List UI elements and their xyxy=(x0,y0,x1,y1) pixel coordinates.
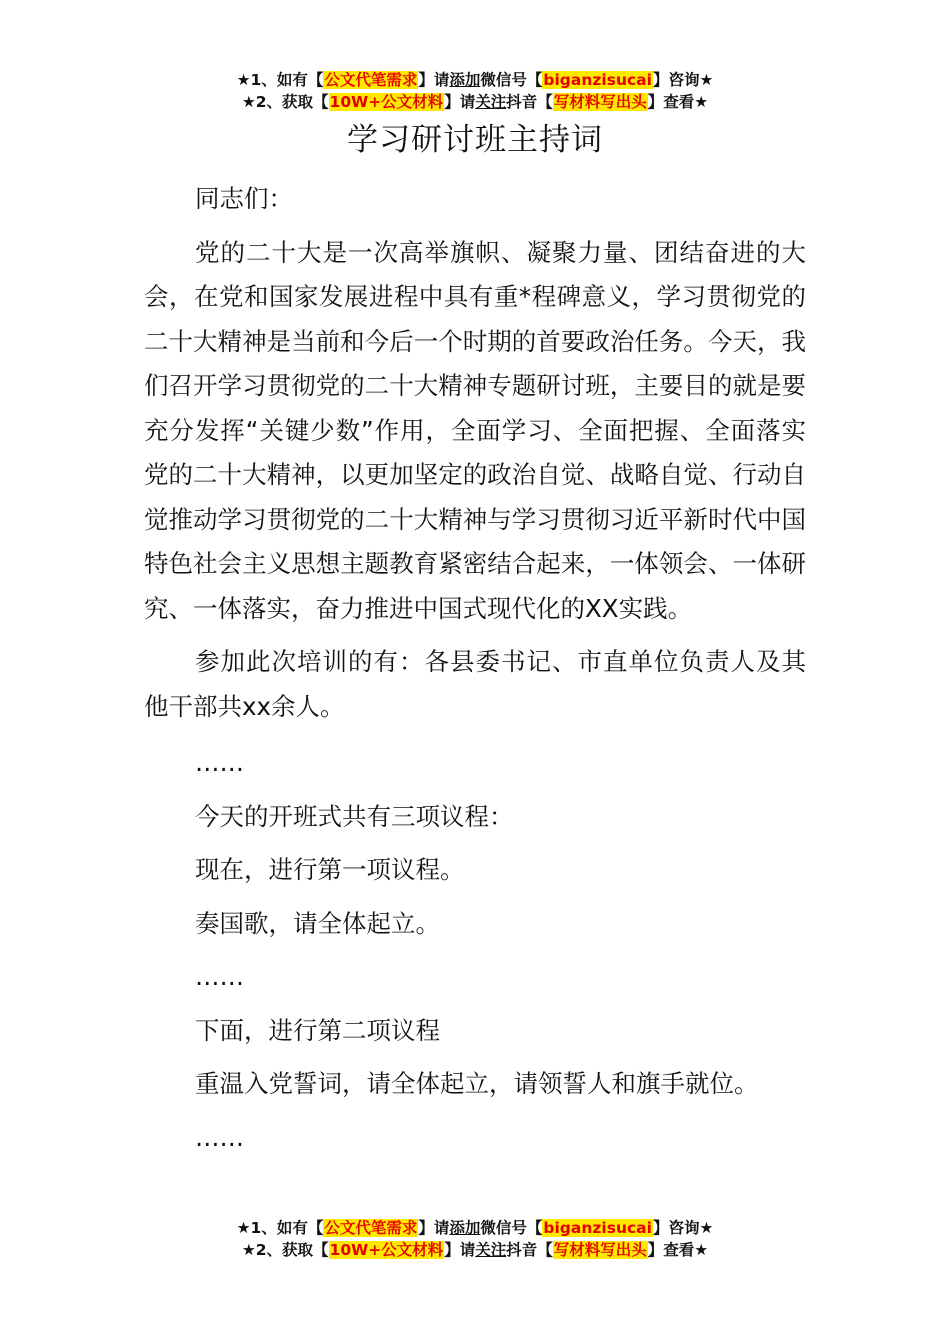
banner-text: 微信号【 xyxy=(480,1219,543,1237)
paragraph-intro: 党的二十大是一次高举旗帜、凝聚力量、团结奋进的大会，在党和国家发展进程中具有重*程碑意义，学习贯彻党的二十大精神是当前和今后一个时期的首要政治任务。今天，我们召开学习贯彻党的二十大精神专题研讨班，主要目的就是要充分发挥“关键少数”作用，全面学习、全面把握、全面落实党的二十大精神，以更加坚定的政治自觉、战略自觉、行动自觉推动学习贯彻党的二十大精神与学习贯彻习近平新时代中国特色社会主义思想主题教育紧密结合起来，一体领会、一体研究、一体落实，奋力推进中国式现代化的XX实践。 xyxy=(144,237,806,623)
banner-highlight: 公文代笔需求 xyxy=(324,1219,418,1237)
paragraph-ellipsis: …… xyxy=(195,962,244,991)
banner-text: 】咨询★ xyxy=(652,71,714,89)
banner-text: 】请 xyxy=(418,1219,450,1237)
banner-highlight: biganzisucai xyxy=(543,71,652,89)
banner-highlight: 写材料写出头 xyxy=(553,93,647,111)
banner-highlight: 写材料写出头 xyxy=(553,1241,647,1259)
banner-text: ★1、如有【 xyxy=(236,1219,324,1237)
banner-line-1 xyxy=(0,1217,950,1239)
banner-underline: 关注 xyxy=(475,93,507,111)
banner-text: ★2、获取【 xyxy=(241,1241,329,1259)
banner-text: 】查看★ xyxy=(647,93,709,111)
footer-banner xyxy=(0,1217,950,1261)
document-title: 学习研讨班主持词 xyxy=(347,122,603,158)
banner-text: 抖音【 xyxy=(506,1241,553,1259)
banner-highlight: 10W+公文材料 xyxy=(329,93,444,111)
banner-line-2 xyxy=(0,91,950,113)
document-body xyxy=(144,177,806,1160)
banner-underline: 添加 xyxy=(449,71,481,89)
banner-text: ★1、如有【 xyxy=(236,71,324,89)
banner-underline: 关注 xyxy=(475,1241,507,1259)
paragraph-participants: 参加此次培训的有：各县委书记、市直单位负责人及其他干部共xx余人。 xyxy=(144,647,806,721)
banner-text: 微信号【 xyxy=(480,71,543,89)
paragraph-item-2: 下面，进行第二项议程 xyxy=(195,1015,440,1045)
banner-underline: 添加 xyxy=(449,1219,481,1237)
paragraph-item-1: 现在，进行第一项议程。 xyxy=(195,855,465,884)
banner-highlight: 10W+公文材料 xyxy=(329,1241,444,1259)
paragraph-agenda: 今天的开班式共有三项议程： xyxy=(195,801,514,831)
paragraph-oath: 重温入党誓词，请全体起立，请领誓人和旗手就位。 xyxy=(195,1069,759,1098)
paragraph-anthem: 奏国歌，请全体起立。 xyxy=(195,908,440,938)
banner-text: 】查看★ xyxy=(647,1241,709,1259)
banner-text: 】请 xyxy=(444,1241,476,1259)
banner-text: 】咨询★ xyxy=(652,1219,714,1237)
banner-text: 】请 xyxy=(444,93,476,111)
banner-line-1 xyxy=(0,69,950,91)
banner-text: ★2、获取【 xyxy=(241,93,329,111)
header-banner xyxy=(0,69,950,113)
paragraph-salutation: 同志们： xyxy=(195,184,293,213)
paragraph-ellipsis: …… xyxy=(195,1122,244,1152)
banner-text: 抖音【 xyxy=(506,93,553,111)
banner-text: 】请 xyxy=(418,71,450,89)
banner-highlight: biganzisucai xyxy=(543,1219,652,1237)
banner-highlight: 公文代笔需求 xyxy=(324,71,418,89)
banner-line-2 xyxy=(0,1239,950,1261)
paragraph-ellipsis: …… xyxy=(195,748,244,777)
